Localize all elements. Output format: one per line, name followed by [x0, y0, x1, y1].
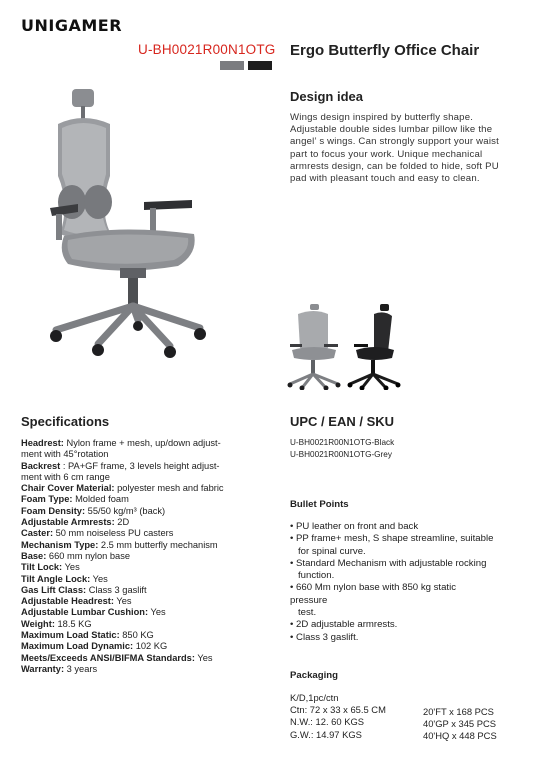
- spec-row: [21, 483, 266, 494]
- spec-row: [21, 619, 266, 630]
- spec-label: Foam Density:: [21, 505, 86, 516]
- specs-list: [21, 438, 266, 675]
- bullet-line: • Class 3 gaslift.: [290, 631, 359, 643]
- spec-label: Maximum Load Dynamic:: [21, 641, 134, 652]
- spec-label: Backrest: [21, 460, 61, 471]
- design-line: pad with pleasant touch and easy to clean.: [290, 173, 480, 185]
- packaging-carton-info: [290, 692, 386, 741]
- spec-value: Yes: [90, 573, 108, 584]
- spec-row: [21, 664, 266, 675]
- upc-list: [290, 437, 394, 460]
- spec-value: 3 years: [64, 663, 98, 674]
- spec-row: [21, 562, 266, 573]
- spec-label: Headrest:: [21, 438, 64, 448]
- spec-value: 660 mm nylon base: [46, 550, 131, 561]
- spec-value: 55/50 kg/m³ (back): [85, 505, 166, 516]
- spec-row: [21, 630, 266, 641]
- bullet-line: for spinal curve.: [290, 545, 366, 557]
- spec-value: polyester mesh and fabric: [114, 483, 224, 494]
- product-sku: U-BH0021R00N1OTG: [138, 42, 276, 57]
- upc-heading: UPC / EAN / SKU: [290, 414, 395, 429]
- spec-row: [21, 438, 266, 449]
- spec-row: [21, 449, 266, 460]
- spec-value: Molded foam: [72, 494, 129, 505]
- bullet-line: test.: [290, 607, 317, 619]
- black-chair-thumbnail: [344, 302, 402, 390]
- container-line: 20'FT x 168 PCS: [423, 706, 494, 717]
- spec-value: 2D: [114, 517, 130, 528]
- design-line: armrests design, can be folded to hide, soft PU: [290, 160, 499, 172]
- spec-label: Meets/Exceeds ANSI/BIFMA Standards:: [21, 652, 195, 663]
- packaging-line: Ctn: 72 x 33 x 65.5 CM: [290, 704, 386, 716]
- bullet-line: function.: [290, 570, 335, 582]
- bullet-line: • PP frame+ mesh, S shape streamline, suitable: [290, 533, 494, 545]
- upc-item: U-BH0021R00N1OTG-Black: [290, 438, 395, 447]
- packaging-heading: Packaging: [290, 670, 338, 681]
- spec-value: 2.5 mm butterfly mechanism: [98, 539, 218, 550]
- product-title: Ergo Butterfly Office Chair: [290, 42, 480, 59]
- upc-item: U-BH0021R00N1OTG-Grey: [290, 449, 392, 459]
- spec-value: Yes: [148, 607, 166, 618]
- container-line: 40'HQ x 448 PCS: [423, 730, 497, 742]
- spec-label: Tilt Angle Lock:: [21, 573, 91, 584]
- design-line: angel’ s wings. Can strongly support your waist: [290, 136, 500, 148]
- spec-label: Gas Lift Class:: [21, 584, 87, 595]
- spec-label: Base:: [21, 550, 47, 561]
- specs-heading: Specifications: [21, 414, 110, 429]
- spec-row: [21, 517, 266, 528]
- spec-label: Adjustable Armrests:: [21, 517, 115, 528]
- color-swatch-black: [248, 61, 272, 70]
- spec-value: 18.5 KG: [54, 618, 92, 629]
- spec-value: Class 3 gaslift: [86, 584, 147, 595]
- spec-row: [21, 506, 266, 517]
- spec-row: [21, 494, 266, 505]
- spec-value: 850 KG: [119, 630, 154, 641]
- spec-row: [21, 653, 266, 664]
- main-chair-image: [38, 84, 238, 364]
- spec-value: Yes: [194, 652, 213, 663]
- spec-row: [21, 528, 266, 539]
- spec-value: : PA+GF frame, 3 levels height adjust-: [60, 460, 220, 471]
- spec-value: Yes: [114, 596, 132, 607]
- spec-value: ment with 6 cm range: [21, 471, 110, 482]
- spec-label: Mechanism Type:: [21, 539, 99, 550]
- spec-label: Caster:: [21, 528, 54, 539]
- container-line: 40'GP x 345 PCS: [423, 718, 497, 730]
- bullet-line: pressure: [290, 594, 328, 606]
- spec-row: [21, 461, 266, 472]
- packaging-line: G.W.: 14.97 KGS: [290, 728, 362, 740]
- bullet-line: • 660 Mm nylon base with 850 kg static: [290, 582, 457, 594]
- spec-label: Adjustable Headrest:: [21, 596, 114, 607]
- spec-label: Tilt Lock:: [21, 562, 63, 573]
- spec-value: ment with 45°rotation: [21, 449, 109, 460]
- spec-label: Foam Type:: [21, 494, 73, 505]
- spec-value: 50 mm noiseless PU casters: [53, 528, 174, 539]
- spec-value: Nylon frame + mesh, up/down adjust-: [63, 438, 221, 448]
- spec-label: Warranty:: [21, 663, 65, 674]
- spec-row: [21, 596, 266, 607]
- design-line: Wings design inspired by butterfly shape.: [290, 112, 474, 123]
- spec-label: Adjustable Lumbar Cushion:: [21, 607, 149, 618]
- design-heading: Design idea: [290, 89, 363, 104]
- spec-row: [21, 551, 266, 562]
- bullet-line: • 2D adjustable armrests.: [290, 619, 398, 631]
- packaging-line: K/D,1pc/ctn: [290, 692, 339, 703]
- design-line: part to focus your work. Unique mechanical: [290, 148, 483, 160]
- color-swatch-grey: [220, 61, 244, 70]
- design-text: [290, 112, 530, 185]
- spec-row: [21, 641, 266, 652]
- bullet-points-heading: Bullet Points: [290, 499, 349, 510]
- spec-label: Weight:: [21, 618, 55, 629]
- spec-value: Yes: [62, 562, 80, 573]
- grey-chair-thumbnail: [284, 302, 342, 390]
- spec-value: 102 KG: [133, 641, 168, 652]
- spec-row: [21, 585, 266, 596]
- bullet-points-list: [290, 521, 530, 644]
- spec-label: Maximum Load Static:: [21, 630, 120, 641]
- packaging-line: N.W.: 12. 60 KGS: [290, 716, 364, 728]
- bullet-line: • Standard Mechanism with adjustable rocking: [290, 557, 487, 569]
- bullet-line: • PU leather on front and back: [290, 521, 419, 532]
- spec-row: [21, 607, 266, 618]
- packaging-container-info: [423, 706, 497, 743]
- spec-label: Chair Cover Material:: [21, 483, 115, 494]
- design-line: Adjustable double sides lumbar pillow like the: [290, 124, 493, 136]
- spec-row: [21, 472, 266, 483]
- brand-logo: UNIGAMER: [21, 16, 123, 35]
- spec-row: [21, 574, 266, 585]
- spec-row: [21, 540, 266, 551]
